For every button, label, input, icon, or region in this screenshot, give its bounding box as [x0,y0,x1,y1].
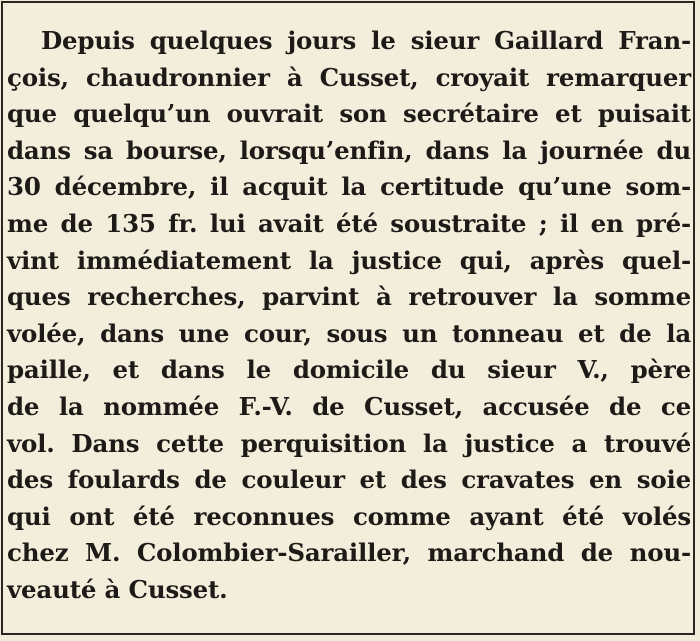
text-line: vint immédiatement la justice qui, après quel- [7,245,691,275]
text-line: de la nommée F.-V. de Cusset, accusée de ce [7,391,691,421]
text-line: que quelqu’un ouvrait son secrétaire et puisait [7,99,691,129]
text-line: qui ont été reconnues comme ayant été volés [7,501,691,531]
text-line: Depuis quelques jours le sieur Gaillard Fran- [41,26,691,55]
text-line: volée, dans une cour, sous un tonneau et de la [7,318,691,348]
text-line: ques recherches, parvint à retrouver la somme [7,282,691,312]
text-line: me de 135 fr. lui avait été soustraite ; il en pré- [7,208,691,238]
text-line: dans sa bourse, lorsqu’enfin, dans la journée du [7,135,691,165]
article-frame [1,1,695,635]
article-text [7,23,691,609]
text-line: paille, et dans le domicile du sieur V., père [7,355,691,385]
text-line: des foulards de couleur et des cravates en soie [7,465,691,495]
text-line: vol. Dans cette perquisition la justice a trouvé [7,428,691,458]
text-line: çois, chaudronnier à Cusset, croyait remarquer [7,62,691,92]
text-line: veauté à Cusset. [7,574,228,604]
text-line: chez M. Colombier-Sarailler, marchand de nou- [7,538,691,568]
text-line: 30 décembre, il acquit la certitude qu’une som- [7,172,691,202]
